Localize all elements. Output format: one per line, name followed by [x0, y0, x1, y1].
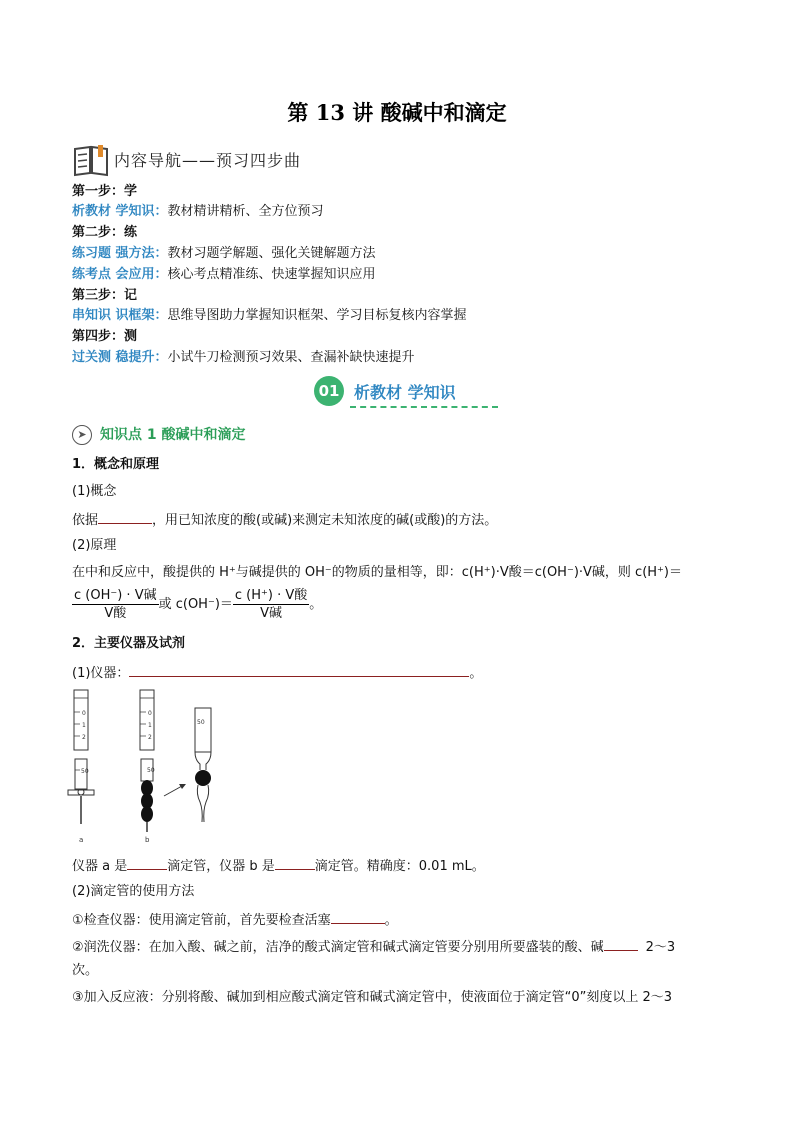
section-underline — [350, 406, 498, 408]
heading-instruments: 2．主要仪器及试剂 — [72, 636, 186, 651]
step-2-desc-1: 教材习题学解题、强化关键解题方法 — [167, 246, 376, 261]
book-icon — [72, 143, 112, 177]
base-tick-0: 0 — [148, 710, 152, 717]
step-1-item — [72, 202, 324, 222]
base-mark-50: 50 — [147, 767, 155, 774]
fraction-1-numerator: c (OH⁻) · V碱 — [74, 588, 157, 603]
step-3: 第三步：记 — [72, 288, 138, 303]
fill-blank-burette-b[interactable] — [275, 855, 315, 870]
instruments-text — [72, 662, 482, 684]
acid-burette — [68, 690, 94, 844]
fraction-2-denominator: V碱 — [260, 606, 283, 621]
step-4-label: 过关测 稳提升： — [72, 350, 168, 365]
content-navigation-header — [72, 143, 372, 177]
page-title: 第 13 讲 酸碱中和滴定 — [287, 100, 507, 125]
usage-step-1 — [72, 909, 398, 931]
enlarged-tip — [195, 708, 211, 822]
instruments-end: 。 — [469, 666, 483, 681]
step-3-label: 串知识 识框架： — [72, 308, 168, 323]
fraction-2 — [233, 587, 309, 622]
step-4-desc: 小试牛刀检测预习效果、查漏补缺快速提升 — [167, 350, 415, 365]
section-number: 01 — [314, 376, 344, 406]
usage-step-2-b: 2～3 — [645, 940, 676, 955]
concept-text-b: ，用已知浓度的酸(或碱)来测定未知浓度的碱(或酸)的方法。 — [152, 513, 498, 528]
step-2-label-2: 练考点 会应用： — [72, 267, 168, 282]
step-2-item-1 — [72, 244, 376, 264]
concept-text — [72, 509, 497, 531]
section-badge — [314, 374, 494, 410]
step-4: 第四步：测 — [72, 329, 138, 344]
usage-label: (2)滴定管的使用方法 — [72, 884, 195, 899]
step-2-label-1: 练习题 强方法： — [72, 246, 168, 261]
step-1-desc: 教材精讲精析、全方位预习 — [167, 204, 324, 219]
acid-tick-0: 0 — [82, 710, 86, 717]
usage-step-2-a: ②润洗仪器：在加入酸、碱之前，洁净的酸式滴定管和碱式滴定管要分别用所要盛装的酸、碱 — [72, 940, 604, 955]
acid-tick-2: 2 — [82, 734, 86, 741]
principle-or: 或 c(OH⁻)＝ — [158, 597, 233, 612]
base-tick-2: 2 — [148, 734, 152, 741]
burette-text-a: 仪器 a 是 — [72, 859, 128, 874]
step-1-label: 析教材 学知识： — [72, 204, 168, 219]
step-1: 第一步：学 — [72, 184, 138, 199]
usage-step-1-a: ①检查仪器：使用滴定管前，首先要检查活塞 — [72, 913, 331, 928]
fill-blank-1[interactable] — [98, 509, 152, 524]
step-3-item — [72, 306, 467, 326]
acid-mark-50: 50 — [81, 768, 89, 775]
concept-text-a: 依据 — [72, 513, 99, 528]
fill-blank-stopcock[interactable] — [331, 909, 385, 924]
tip-mark-50: 50 — [197, 719, 205, 726]
knowledge-point-title: 知识点 1 酸碱中和滴定 — [100, 427, 246, 443]
burette-text-b: 滴定管，仪器 b 是 — [167, 859, 275, 874]
step-2: 第二步：练 — [72, 225, 138, 240]
arrow-circle-icon: ➤ — [72, 425, 92, 445]
usage-step-3: ③加入反应液：分别将酸、碱加到相应酸式滴定管和碱式滴定管中，使液面位于滴定管“0”刻度以上 2～3 — [72, 990, 673, 1005]
step-3-desc: 思维导图助力掌握知识框架、学习目标复核内容掌握 — [167, 308, 467, 323]
concept-label: (1)概念 — [72, 484, 117, 499]
base-burette — [140, 690, 155, 844]
principle-end: 。 — [309, 597, 323, 612]
step-4-item — [72, 348, 415, 368]
principle-formula — [72, 587, 322, 622]
burette-apparatus-figure — [64, 684, 264, 849]
acid-tick-1: 1 — [82, 722, 86, 729]
fraction-1-denominator: V酸 — [104, 606, 127, 621]
heading-concept: 1．概念和原理 — [72, 457, 160, 472]
step-2-item-2 — [72, 265, 376, 285]
label-a: a — [79, 836, 84, 844]
detail-arrow — [164, 786, 182, 796]
step-2-desc-2: 核心考点精准练、快速掌握知识应用 — [167, 267, 376, 282]
burette-type-text — [72, 855, 485, 877]
principle-text: 在中和反应中，酸提供的 H⁺与碱提供的 OH⁻的物质的量相等，即：c(H⁺)·V酸＝c(OH⁻)·V碱，则 c(H⁺)＝ — [72, 565, 682, 580]
section-title: 析教材 学知识 — [354, 383, 456, 402]
base-tick-1: 1 — [148, 722, 152, 729]
fraction-2-numerator: c (H⁺) · V酸 — [234, 588, 308, 603]
principle-label: (2)原理 — [72, 538, 117, 553]
nav-title: 内容导航——预习四步曲 — [114, 151, 302, 170]
label-b: b — [145, 836, 150, 844]
usage-step-2-cont: 次。 — [72, 963, 99, 978]
instruments-label: (1)仪器： — [72, 666, 130, 681]
fill-blank-instruments[interactable] — [129, 662, 469, 677]
fraction-1 — [72, 587, 159, 622]
fill-blank-burette-a[interactable] — [127, 855, 167, 870]
fill-blank-rinse[interactable] — [604, 936, 638, 951]
usage-step-2 — [72, 936, 675, 958]
usage-step-1-b: 。 — [384, 913, 398, 928]
burette-text-c: 滴定管。精确度：0.01 mL。 — [314, 859, 485, 874]
